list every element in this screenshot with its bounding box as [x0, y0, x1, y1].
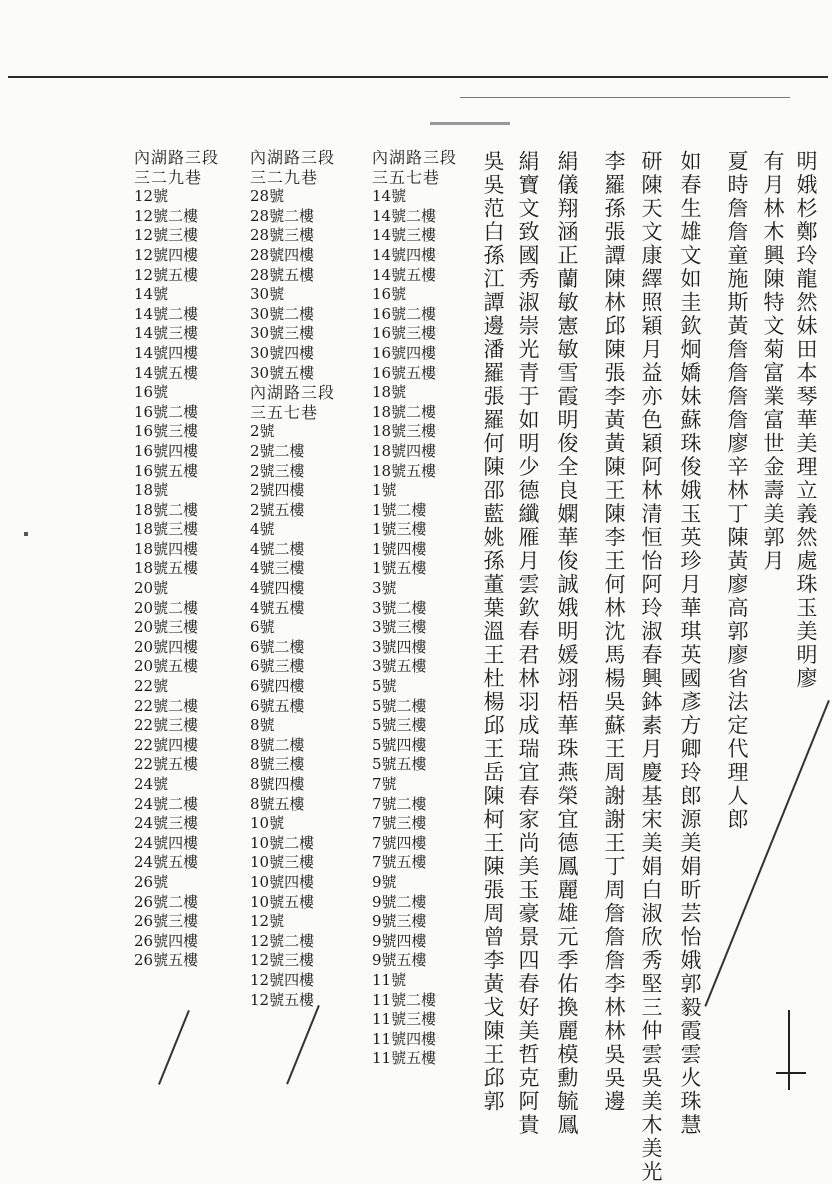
- address-line: 14號二樓: [134, 304, 199, 323]
- address-line: 4號五樓: [250, 598, 305, 617]
- address-line: 7號五樓: [372, 853, 427, 872]
- address-line: 30號四樓: [250, 343, 315, 362]
- address-line: 14號三樓: [134, 324, 199, 343]
- address-line: 30號: [250, 285, 285, 304]
- name-column-2: 有月林木興陳特文菊富業富世金壽美郭月: [761, 150, 785, 573]
- address-line: 20號三樓: [134, 618, 199, 637]
- address-line: 24號: [134, 775, 169, 793]
- address-line: 22號五樓: [134, 755, 199, 774]
- address-line: 1號二樓: [372, 500, 427, 519]
- address-line: 3號: [372, 579, 397, 598]
- address-line: 三五七巷: [250, 402, 319, 422]
- address-line: 4號: [250, 520, 275, 539]
- address-line: 28號五樓: [250, 265, 315, 284]
- address-line: 10號三樓: [250, 853, 315, 872]
- address-line: 8號五樓: [250, 794, 305, 813]
- address-line: 2號二樓: [250, 441, 305, 460]
- address-line: 10號五樓: [250, 892, 315, 911]
- address-line: 5號三樓: [372, 716, 427, 735]
- address-line: 26號二樓: [134, 892, 199, 911]
- diagonal-mark-2: [286, 1005, 319, 1084]
- address-line: 14號: [134, 285, 169, 304]
- address-line: 14號四樓: [134, 343, 199, 362]
- address-line: 16號三樓: [134, 422, 199, 441]
- address-line: 7號: [372, 775, 397, 793]
- address-line: 9號四樓: [372, 931, 427, 950]
- address-line: 22號: [134, 677, 169, 696]
- address-line: 18號五樓: [372, 461, 437, 480]
- address-line: 12號四樓: [134, 245, 199, 264]
- address-line: 1號: [372, 481, 397, 500]
- address-line: 18號: [134, 481, 169, 500]
- diagonal-mark-1: [158, 1010, 189, 1085]
- address-line: 9號二樓: [372, 892, 427, 911]
- name-column-9: 吳吳范白孫江譚邊潘羅張羅何陳邵藍姚孫董葉溫王杜楊邱王岳陳柯王陳張周曾李黃戈陳王邱郭: [481, 150, 505, 1114]
- address-line: 30號三樓: [250, 324, 315, 343]
- address-line: 16號五樓: [134, 461, 199, 480]
- name-column-8: 絹寶文致國秀淑崇光青于如明少德纖雁月雲欽春君林羽成瑞宜春家尚美玉豪景四春好美哲克阿貴: [516, 150, 540, 1137]
- address-line: 9號: [372, 872, 397, 891]
- address-line: 22號三樓: [134, 716, 199, 735]
- address-line: 14號二樓: [372, 206, 437, 225]
- address-line: 20號四樓: [134, 637, 199, 656]
- name-column-6: 李羅孫張譚陳林邱陳張李黃黃陳王陳李王何林沈馬楊吳蘇王周謝謝王丁周詹詹詹李林林吳吳邊: [602, 150, 626, 1114]
- address-line: 10號二樓: [250, 833, 315, 852]
- address-line: 16號二樓: [372, 304, 437, 323]
- smudge-mark-1: [430, 122, 510, 125]
- address-line: 26號: [134, 872, 169, 891]
- address-line: 24號三樓: [134, 814, 199, 833]
- address-line: 16號: [372, 285, 407, 304]
- address-line: 14號五樓: [372, 265, 437, 284]
- address-line: 8號三樓: [250, 755, 305, 774]
- address-line: 28號三樓: [250, 226, 315, 245]
- address-line: 11號: [372, 970, 407, 989]
- address-line: 11號四樓: [372, 1029, 437, 1048]
- address-line: 三二九巷: [250, 167, 319, 187]
- address-line: 8號: [250, 716, 275, 735]
- address-column-3: [372, 148, 487, 1069]
- address-line: 2號四樓: [250, 481, 305, 500]
- right-horizontal-tick: [776, 1072, 806, 1074]
- address-line: 12號五樓: [250, 990, 315, 1009]
- address-line: 10號四樓: [250, 872, 315, 891]
- address-line: 18號五樓: [134, 559, 199, 578]
- address-line: 26號四樓: [134, 931, 199, 950]
- right-vertical-line: [788, 1010, 790, 1090]
- address-line: 3號四樓: [372, 637, 427, 656]
- address-line: 三二九巷: [134, 167, 203, 187]
- address-line: 4號二樓: [250, 539, 305, 558]
- address-line: 2號五樓: [250, 500, 305, 519]
- address-line: 18號三樓: [372, 422, 437, 441]
- address-line: 12號二樓: [250, 931, 315, 950]
- address-line: 內湖路三段: [250, 383, 336, 403]
- address-line: 2號: [250, 422, 275, 441]
- address-line: 12號: [250, 912, 285, 931]
- address-line: 30號二樓: [250, 304, 315, 323]
- address-line: 18號三樓: [134, 520, 199, 539]
- address-line: 24號四樓: [134, 833, 199, 852]
- address-line: 4號四樓: [250, 579, 305, 598]
- address-line: 16號: [134, 383, 169, 402]
- address-line: 24號二樓: [134, 794, 199, 813]
- address-line: 18號二樓: [134, 500, 199, 519]
- address-line: 內湖路三段: [134, 148, 220, 167]
- address-line: 18號四樓: [372, 441, 437, 460]
- address-line: 14號四樓: [372, 245, 437, 264]
- address-line: 6號三樓: [250, 657, 305, 676]
- address-line: 30號五樓: [250, 363, 315, 382]
- name-column-4: 如春生雄文如圭欽炯嬌妹蘇珠俊娥玉英珍月華琪英國彥方卿玲郎源美娟昕芸怡娥郭毅霞雲火珠慧: [678, 150, 702, 1137]
- name-column-7: 絹儀翔涵正蘭敏憲敏雪霞明俊全良嫻華俊誠娥明媛翊梧華珠燕榮宜德鳳麗雄元季佑換麗模勳毓鳳: [555, 150, 579, 1137]
- address-line: 26號五樓: [134, 951, 199, 970]
- address-line: 9號五樓: [372, 951, 427, 970]
- address-line: 12號三樓: [250, 951, 315, 970]
- address-line: 5號五樓: [372, 755, 427, 774]
- address-line: 6號四樓: [250, 677, 305, 696]
- address-line: 16號四樓: [372, 343, 437, 362]
- top-rule-secondary: [460, 97, 790, 98]
- address-line: 12號二樓: [134, 206, 199, 225]
- address-line: 2號三樓: [250, 461, 305, 480]
- address-line: 5號二樓: [372, 696, 427, 715]
- address-column-1: [134, 148, 249, 971]
- address-line: 22號二樓: [134, 696, 199, 715]
- smudge-mark-2: [24, 532, 28, 536]
- address-line: 1號三樓: [372, 520, 427, 539]
- name-column-5: 研陳天文康繹照穎月益亦色穎阿林清恒怡阿玲淑春興鉢素月慶基宋美娟白淑欣秀堅三仲雲吳美木美光: [639, 150, 663, 1184]
- address-line: 12號四樓: [250, 970, 315, 989]
- address-line: 20號二樓: [134, 598, 199, 617]
- address-line: 三五七巷: [372, 167, 441, 187]
- address-line: 22號四樓: [134, 735, 199, 754]
- address-line: 6號二樓: [250, 637, 305, 656]
- address-line: 16號二樓: [134, 402, 199, 421]
- address-line: 28號四樓: [250, 245, 315, 264]
- address-line: 12號三樓: [134, 226, 199, 245]
- address-line: 8號二樓: [250, 735, 305, 754]
- address-line: 內湖路三段: [372, 148, 458, 167]
- address-line: 18號四樓: [134, 539, 199, 558]
- address-line: 6號: [250, 618, 275, 637]
- address-line: 6號五樓: [250, 696, 305, 715]
- address-line: 10號: [250, 814, 285, 833]
- address-line: 24號五樓: [134, 853, 199, 872]
- address-line: 9號三樓: [372, 912, 427, 931]
- address-line: 11號五樓: [372, 1049, 437, 1068]
- address-line: 4號三樓: [250, 559, 305, 578]
- address-line: 7號三樓: [372, 814, 427, 833]
- address-line: 5號四樓: [372, 735, 427, 754]
- address-line: 7號二樓: [372, 794, 427, 813]
- address-line: 1號四樓: [372, 539, 427, 558]
- address-line: 26號三樓: [134, 912, 199, 931]
- address-line: 5號: [372, 677, 397, 696]
- address-line: 8號四樓: [250, 775, 305, 793]
- name-column-3: 夏時詹詹童施斯黃詹詹詹詹廖辛林丁陳黃廖高郭廖省法定代理人郎: [725, 150, 749, 832]
- address-line: 16號四樓: [134, 441, 199, 460]
- top-rule: [8, 76, 828, 78]
- address-line: 20號: [134, 579, 169, 598]
- address-line: 28號: [250, 187, 285, 206]
- address-line: 14號五樓: [134, 363, 199, 382]
- address-line: 12號: [134, 187, 169, 206]
- address-line: 3號三樓: [372, 618, 427, 637]
- address-column-2: [250, 148, 365, 1010]
- address-line: 12號五樓: [134, 265, 199, 284]
- address-line: 1號五樓: [372, 559, 427, 578]
- address-line: 11號三樓: [372, 1010, 437, 1029]
- address-line: 16號三樓: [372, 324, 437, 343]
- address-line: 3號五樓: [372, 657, 427, 676]
- address-line: 7號四樓: [372, 833, 427, 852]
- name-column-1: 明娥杉鄭玲龍然妹田本琴華美理立義然處珠玉美明廖: [794, 150, 818, 691]
- address-line: 11號二樓: [372, 990, 437, 1009]
- address-line: 18號二樓: [372, 402, 437, 421]
- address-line: 16號五樓: [372, 363, 437, 382]
- address-line: 內湖路三段: [250, 148, 336, 167]
- address-line: 28號二樓: [250, 206, 315, 225]
- address-line: 18號: [372, 383, 407, 402]
- address-line: 14號: [372, 187, 407, 206]
- address-line: 14號三樓: [372, 226, 437, 245]
- address-line: 3號二樓: [372, 598, 427, 617]
- address-line: 20號五樓: [134, 657, 199, 676]
